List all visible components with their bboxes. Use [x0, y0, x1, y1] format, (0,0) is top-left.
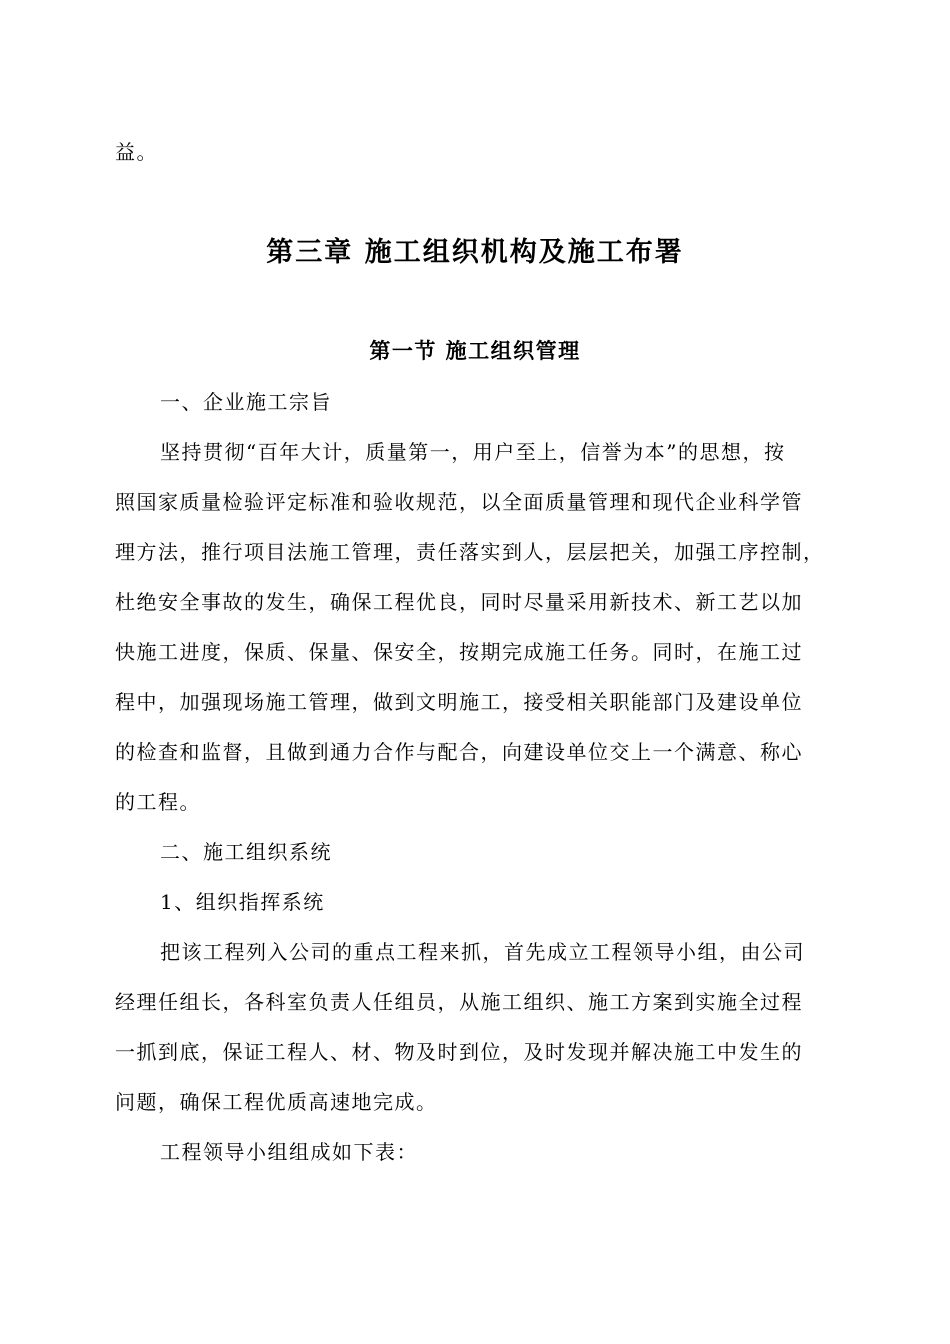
paragraph-line: 程中，加强现场施工管理，做到文明施工，接受相关职能部门及建设单位 [115, 690, 803, 714]
section-title: 第一节 施工组织管理 [369, 338, 581, 363]
heading-enterprise-purpose: 一、企业施工宗旨 [160, 390, 332, 414]
paragraph-line: 照国家质量检验评定标准和验收规范，以全面质量管理和现代企业科学管 [115, 490, 803, 514]
paragraph-line: 杜绝安全事故的发生，确保工程优良，同时尽量采用新技术、新工艺以加 [115, 590, 803, 614]
paragraph-line: 的工程。 [115, 790, 201, 814]
previous-paragraph-tail [115, 127, 833, 177]
paragraph-line: 问题，确保工程优质高速地完成。 [115, 1090, 438, 1114]
heading-organization-system: 二、施工组织系统 [160, 840, 332, 864]
paragraph-line: 快施工进度，保质、保量、保安全，按期完成施工任务。同时，在施工过 [115, 640, 803, 664]
body-text [115, 377, 833, 1177]
paragraph-line: 工程领导小组组成如下表： [160, 1140, 418, 1164]
paragraph-line: 一抓到底，保证工程人、材、物及时到位，及时发现并解决施工中发生的 [115, 1040, 803, 1064]
heading-command-system: 1、组织指挥系统 [160, 890, 325, 914]
chapter-title: 第三章 施工组织机构及施工布署 [266, 237, 684, 268]
paragraph-line: 的检查和监督，且做到通力合作与配合，向建设单位交上一个满意、称心 [115, 740, 803, 764]
paragraph-line: 坚持贯彻“百年大计，质量第一，用户至上，信誉为本”的思想，按 [160, 440, 786, 464]
paragraph-line: 经理任组长，各科室负责人任组员，从施工组织、施工方案到实施全过程 [115, 990, 803, 1014]
paragraph-line: 益。 [115, 140, 158, 164]
paragraph-line: 把该工程列入公司的重点工程来抓，首先成立工程领导小组，由公司 [160, 940, 805, 964]
paragraph-line: 理方法，推行项目法施工管理，责任落实到人，层层把关，加强工序控制， [115, 540, 825, 564]
